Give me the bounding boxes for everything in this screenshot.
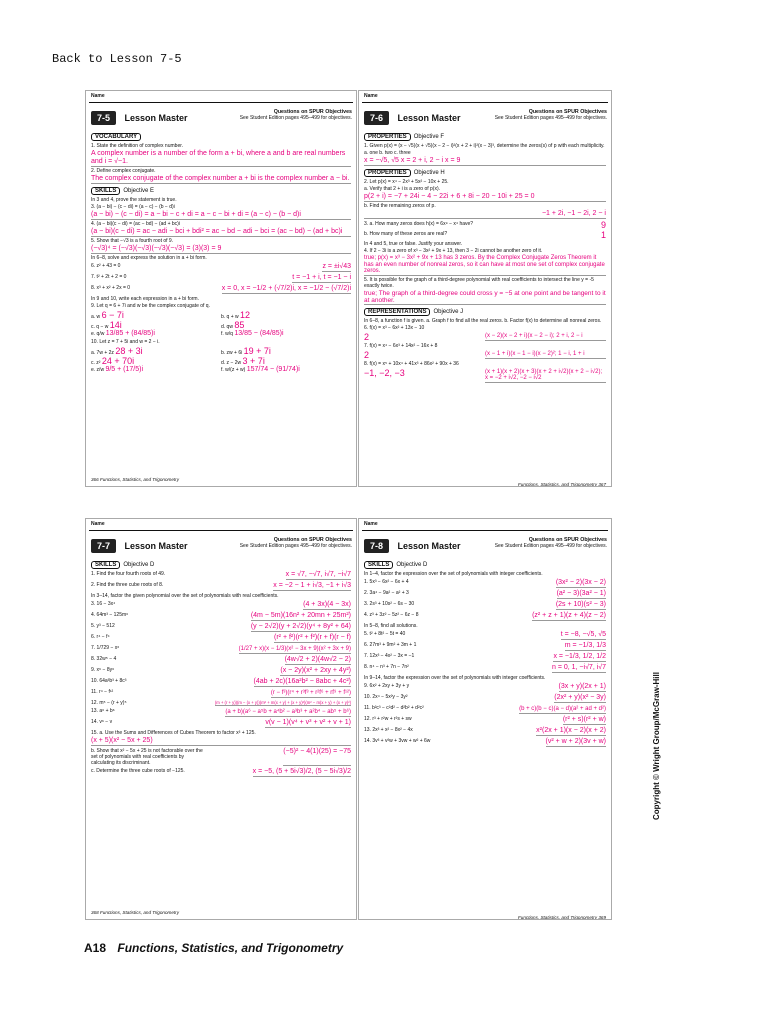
question-7: 7. 12x³ − 4x² − 3x = −1 [364,653,415,659]
question-7: 7. 1/729 − x⁶ [91,645,120,651]
back-to-lesson-link[interactable]: Back to Lesson 7-5 [52,52,182,66]
name-label: Name [364,93,378,99]
question-10e: e. z/w [91,367,105,373]
copyright-notice: Copyright © Wright Group/McGraw-Hill [652,672,661,820]
answer-7b: (x − 1 + i)(x − 1 − i)(x − 2)²; 1 − i, 1 + i [485,351,606,359]
lesson-badge: 7-6 [364,111,389,125]
section-properties-h: PROPERTIES [364,169,411,177]
footer-page-number: 369 [598,915,606,920]
lesson-badge: 7-7 [91,539,116,553]
question-7: 7. f(x) = x⁴ − 6x³ + 14x² − 16x + 8 [364,342,438,349]
answer-9c: 14i [109,320,122,330]
question-10c: c. z² [91,360,101,366]
spur-note [495,109,607,121]
answer-9a: 6 − 7i [101,310,124,320]
instruction-9-10: In 9 and 10, write each expression in a + bi form. [91,296,199,302]
page-code: A18 [84,941,107,955]
lesson-badge: 7-5 [91,111,116,125]
answer-14: (v² + w + 2)(3v + w) [545,738,606,745]
question-5: 5. y³ − 512 [91,623,115,629]
question-10b: b. zw + 6i [221,350,243,356]
name-rule [89,530,353,531]
question-10: 10. Let z = 7 + 5i and w = 2 − i. [91,339,160,345]
page-body [364,131,606,470]
question-3a: 3. a. How many zeros does h(x) = 6x⁹ − x⁴ have? [364,221,474,227]
footer-page-number: 366 [91,477,99,482]
answer-11: (b + c)(b − c)(a − d)(a² + ad + d²) [519,706,606,712]
question-4: 4. z³ + 3z² − 5z² − 6z − 8 [364,612,419,618]
lesson-master-title: Lesson Master [124,540,188,551]
question-2: 2. Find the three cube roots of 8. [91,582,164,588]
question-9: 9. 6x² + 2xy + 3y + y [364,683,410,689]
instruction-6-8: In 6–8, solve and express the solution in a + bi form. [91,255,207,261]
answer-15a: (x + 5)(x² − 5x + 25) [91,737,351,746]
spur-title: Questions on SPUR Objectives [273,537,352,543]
answer-9d: 85 [234,320,245,330]
question-5: 5. Show that −√3 is a fourth root of 9. [91,238,174,244]
instruction-6-8: In 6–8, a function f is given. a. Graph f to find all the real zeros. b. Factor f(x) to determine all nonreal zeros. [364,317,602,324]
question-8: 8. f(x) = x⁵ + 10x⁴ + 41x³ + 86x² + 90x + 36 [364,360,459,367]
question-4: 4. 64m³ − 125m⁶ [91,612,129,618]
question-10: 10. 2x⁴ − 5x²y − 3y² [364,694,408,700]
question-1: 1. Find the four fourth roots of 49. [91,571,166,577]
answer-15c: x = −5, (5 + 5i√3)/2, (5 − 5i√3)/2 [252,768,351,775]
question-8: 8. 32w⁵ − 4 [91,656,117,662]
answer-10c: 24 + 70i [101,356,135,366]
book-title: Functions, Statistics, and Trigonometry [117,941,344,955]
answer-14: v(v − 1)(v⁴ + v³ + v² + v + 1) [265,719,351,726]
answer-3: (2s + 10)(s² − 3) [555,601,606,608]
answer-4: (a − bi)(c − di) = ac − adi − bci + bdi² = ac − bd − adi − bci = (ac − bd) − (ad + bc)i [91,228,351,237]
question-1-parts: a. one b. two c. three [364,150,411,156]
question-7: 7. t² + 2t + 2 = 0 [91,274,127,280]
answer-7: t = −1 + i, t = −1 − i [292,274,351,281]
lesson-master-title: Lesson Master [397,540,461,551]
footer-title-and-page [518,915,606,920]
question-6: 6. 27m³ + 9m² + 3m + 1 [364,642,417,648]
question-6: 6. z² + 43 = 0 [91,263,121,269]
answer-2: (a² − 3)(3a² − 1) [556,590,606,597]
answer-1: x = −√5, √5 x = 2 + i, 2 − i x = 9 [364,157,606,166]
answer-2: x = −2 − 1 + i√3, −1 + i√3 [273,582,351,589]
answer-3: (a − bi) − (c − di) = a − bi − c + di = a − c − bi + di = (a − c) − (b − d)i [91,211,351,220]
question-3: 3. 16 − 3x⁴ [91,601,116,607]
objective-label: Objective D [396,562,428,568]
footer-title: Functions, Statistics, and Trigonometry [517,482,598,487]
name-rule [362,530,608,531]
answer-10d: 3 + 7i [242,356,265,366]
question-14: 14. 3v³ + v²w + 3vw + w² + 6w [364,738,431,744]
question-10: 10. 64a³b³ + 8c³ [91,678,127,684]
page-368 [85,518,357,920]
answer-5: true; The graph of a third-degree could cross y = −5 at one point and be tangent to it at another. [364,289,606,304]
spur-note [240,109,352,121]
question-5: 5. It is possible for the graph of a third-degree polynomial with real coefficients to intersect the line y = -5 exactly twice. [364,276,594,289]
answer-1: x = √7, −√7, i√7, −i√7 [285,571,351,578]
answer-9: (3x + y)(2x + 1) [558,683,606,690]
answer-1: A complex number is a number of the form a + bi, where a and b are real numbers and i = √−1. [91,150,351,167]
answer-4: true; p(x) = x³ − 3x² + 9x + 13 has 3 zeros. By the Complex Conjugate Zeros Theorem it has an even number of nonreal zeros, so it can have at most one set of complex conjugate zeros. [364,255,605,274]
answer-5: (y − 2√2)(y + 2√2)(y⁴ + 8y² + 64) [250,623,351,630]
question-9: 9. x⁶ − 8y⁶ [91,667,115,673]
see-student-edition: See Student Edition pages 495–499 for objectives. [239,543,352,549]
question-9d: d. qw [221,324,233,330]
see-student-edition: See Student Edition pages 495–499 for objectives. [494,115,607,121]
answer-7: (1/27 + x)(x − 1/3)(x² − 3x + 9)(x² + 3x + 9) [238,646,351,652]
answer-3a: 9 [600,220,606,230]
question-10a: a. 7w + 2z [91,350,114,356]
answer-6a: 2 [364,331,370,342]
objective-label-j: Objective J [433,308,464,315]
page-body [364,559,606,903]
answer-8: (4w√2 + 2)(4w√2 − 2) [284,656,351,663]
page-footer [91,910,351,915]
question-2: 2. Let p(x) = x⁴ − 2x³ + 5x² − 10x + 25. [364,179,449,185]
answer-3: (4 + 3x)(4 − 3x) [303,601,351,608]
name-label: Name [91,93,105,99]
answer-10: (2x² + y)(x² − 3y) [554,694,606,701]
name-label: Name [91,521,105,527]
footer-title: Functions, Statistics, and Trigonometry [99,910,180,915]
answer-13: (a + b)(a⁶ − a⁵b + a⁴b² − a³b³ + a²b⁴ − ab⁵ + b⁶) [225,709,351,715]
see-student-edition: See Student Edition pages 495–499 for objectives. [494,543,607,549]
section-representations: REPRESENTATIONS [364,308,430,316]
answer-8a: −1, −2, −3 [364,367,405,378]
page-body [91,131,351,470]
answer-7a: 2 [364,349,370,360]
question-1: 1. 5x³ − 6x² − 6x + 4 [364,579,409,585]
question-4: 4. If 2 − 3i is a zero of x³ − 3x² + 9x + 13, then 3 − 2i cannot be another zero of it. [364,248,543,254]
answer-6: m = −1/3, 1/3 [564,642,606,649]
answer-9f: 13/85 − (84/85)i [234,330,284,337]
section-skills: SKILLS [91,561,120,569]
lesson-master-header [91,537,352,553]
answer-2: The complex conjugate of the complex number a + bi is the complex number a − bi. [91,175,350,182]
answer-8b: (x + 1)(x + 2)(x + 3)(x + 2 + i√2)(x + 2 − i√2); x = −2 + i√2, −2 − i√2 [485,369,606,383]
question-10d: d. z − 2w [221,360,242,366]
question-8: 8. n⁴ − n³ + 7n − 7n² [364,664,409,670]
answer-12: (m + (r + y))(m − (x + y))(m² + m(x + y) + (x + y)²)(m² − m(x + y) + (x + y)²) [214,700,351,705]
question-9b: b. q + w [221,314,239,320]
question-13: 13. a⁶ + b⁶ [91,708,115,714]
question-9a: a. w [91,314,101,320]
answer-10a: 28 + 3i [115,346,143,356]
question-2a: a. Verify that 2 + i is a zero of p(x). [364,186,441,192]
name-rule [362,102,608,103]
answer-3b: 1 [600,230,606,240]
spur-title: Questions on SPUR Objectives [528,109,607,115]
question-6: 6. f(x) = x³ − 6x² + 13x − 10 [364,324,425,331]
question-12: 12. m⁵ − (r + y)⁵ [91,700,127,706]
instruction-1-4: In 1–4, factor the expression over the set of polynomials with integer coefficients. [364,571,543,577]
question-1: 1. State the definition of complex number. [91,143,183,149]
answer-5: (−√3)⁴ = (−√3)(−√3)(−√3)(−√3) = (3)(3) = 9 [91,245,351,254]
spur-title: Questions on SPUR Objectives [528,537,607,543]
lesson-master-title: Lesson Master [397,112,461,123]
section-vocabulary: VOCABULARY [91,133,141,141]
question-13: 13. 2x³ + x² − 8x² − 4x [364,727,413,733]
answer-6: z = ±i√43 [322,263,351,270]
question-1: 1. Given p(x) = (x − √5)(x + √5)(x − 2 − i)²(x + 2 + i)²(x − 3)³, determine the zeros(s) of p with each multiplicity. [364,143,605,149]
footer-title: Functions, Statistics, and Trigonometry [517,915,598,920]
spur-note [240,537,352,549]
lesson-master-header [364,537,607,553]
page-footer [91,477,351,482]
answer-10: (4ab + 2c)(16a²b² − 8abc + 4c²) [253,678,351,685]
lesson-master-header [364,109,607,125]
question-15c: c. Determine the three cube roots of −125. [91,768,185,774]
question-5: 5. t² + 8t² − 5t = 40 [364,631,406,637]
section-skills: SKILLS [91,187,120,195]
question-3b: b. How many of these zeros are real? [364,231,448,237]
answer-6: (r² + f²)(r² + f²)(r + f)(r − f) [274,634,351,641]
instruction-3-4: In 3 and 4, prove the statement is true. [91,197,177,203]
page-369 [358,518,612,920]
answer-6b: (x − 2)(x − 2 + i)(x − 2 − i); 2 + i, 2 − i [485,333,606,341]
footer-title-and-page [518,482,606,487]
answer-10f: 157/74 − (91/74)i [246,366,300,373]
page-367 [358,90,612,487]
section-properties: PROPERTIES [364,133,411,141]
question-11: 11. r⁴ − f¹² [91,689,114,695]
question-9c: c. q − w [91,324,109,330]
answer-5: t = −8, −√5, √5 [560,631,606,638]
question-11: 11. b²c³ − c²d² − d²b² + d²c² [364,705,424,711]
see-student-edition: See Student Edition pages 495–499 for objectives. [239,115,352,121]
objective-label-h: Objective H [413,170,445,176]
instruction-9-14: In 9–14, factor the expression over the set of polynomials with integer coefficients. [364,675,546,681]
answer-11: (r − f³)(r⁴ + r³f³ + r²f⁶ + rf⁹ + f¹²) [270,690,351,696]
instruction-4-5: In 4 and 5, true or false. Justify your answer. [364,241,463,247]
section-skills: SKILLS [364,561,393,569]
answer-2b: −1 + 2i, −1 − 2i, 2 − i [364,210,606,219]
answer-12: (r² + s)(r² + w) [562,716,606,723]
question-15a: 15. a. Use the Sums and Differences of Cubes Theorem to factor x³ + 125. [91,730,256,736]
lesson-master-header [91,109,352,125]
answer-9: (x − 2y)(x² + 2xy + 4y²) [280,667,351,674]
question-2: 2. Define complex conjugate. [91,168,156,174]
footer-title: Functions, Statistics, and Trigonometry [99,477,180,482]
objective-label: Objective D [123,562,155,568]
objective-label: Objective F [413,134,445,140]
answer-7: x = −1/3, 1/2, 1/2 [553,653,606,660]
question-9: 9. Let q = 6 + 7i and w be the complex conjugate of q. [91,303,210,309]
answer-8: n = 0, 1, −i√7, i√7 [552,664,606,671]
question-9e: e. q/w [91,331,105,337]
answer-8: x = 0, x = −1/2 + (√7/2)i, x = −1/2 − (√7/2)i [221,285,351,292]
answer-4: (4m − 5m)(16n² + 20mn + 25m²) [250,612,351,619]
question-4: 4. (a − bi)(c − di) = (ac − bd) − (ad + bc)i [91,221,180,227]
footer-page-number: 368 [91,910,99,915]
question-9f: f. w/q [221,331,233,337]
question-15b: b. Show that x² − 5x + 25 is not factorable over the set of polynomials with real coefficients by calculating its discriminant. [91,748,203,766]
answer-13: x²(2x + 1)(x − 2)(x + 2) [536,727,606,734]
spur-title: Questions on SPUR Objectives [273,109,352,115]
name-rule [89,102,353,103]
answer-15b: (−5)² − 4(1)(25) = −75 [283,748,351,766]
page-366 [85,90,357,487]
question-3: 3. 2s³ + 10s² − 6s − 30 [364,601,415,607]
question-3: 3. (a − bi) − (c − di) = (a − c) − (b − d)i [91,204,175,210]
answer-10e: 9/5 + (17/5)i [105,366,144,373]
name-label: Name [364,521,378,527]
answer-10b: 19 + 7i [243,346,271,356]
question-8: 8. x³ + x² + 2x = 0 [91,285,131,291]
book-footer [84,941,343,955]
answer-2a: p(2 + i) = −7 + 24i − 4 − 22i + 6 + 8i − 20 − 10i + 25 = 0 [364,193,606,202]
instruction-5-8: In 5–8, find all solutions. [364,623,418,629]
answer-9b: 12 [240,310,251,320]
question-12: 12. r³ + r²w + r²s + sw [364,716,412,722]
question-6: 6. r⁴ − f⁴ [91,634,110,640]
answer-9e: 13/85 + (84/85)i [105,330,155,337]
instruction-3-14: In 3–14, factor the given polynomial over the set of polynomials with real coefficients. [91,593,279,599]
footer-page-number: 367 [598,482,606,487]
spur-note [495,537,607,549]
question-2b: b. Find the remaining zeros of p. [364,203,436,209]
page-body [91,559,351,903]
objective-label: Objective E [123,188,155,194]
question-10f: f. w/(z + w) [221,367,246,373]
answer-4: (z² + z + 1)(z + 4)(z − 2) [532,612,606,619]
lesson-master-title: Lesson Master [124,112,188,123]
answer-1: (3x² − 2)(3x − 2) [555,579,606,586]
question-2: 2. 3a⁴ − 9a² − a² + 3 [364,590,409,596]
question-14: 14. v⁶ − v [91,719,113,725]
lesson-badge: 7-8 [364,539,389,553]
